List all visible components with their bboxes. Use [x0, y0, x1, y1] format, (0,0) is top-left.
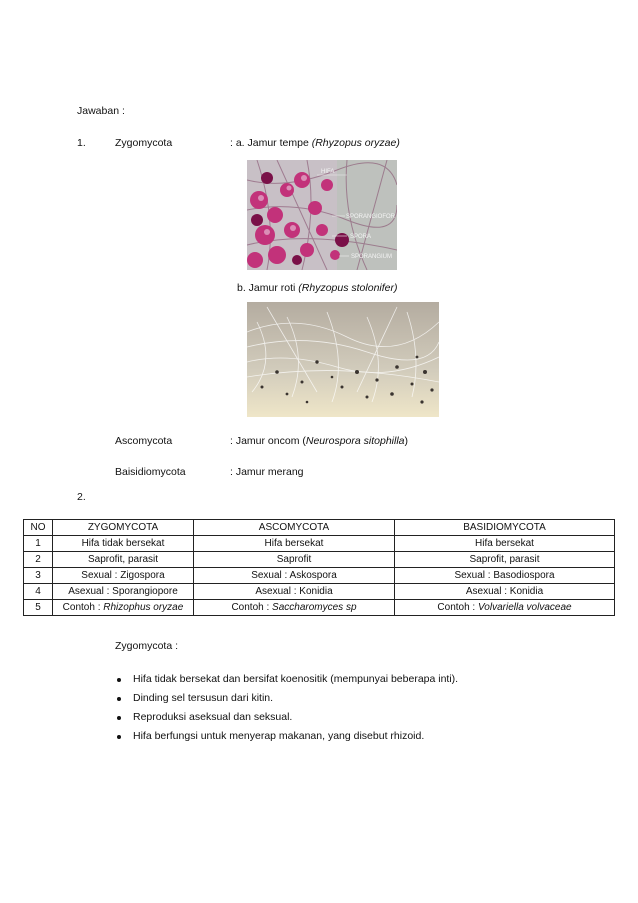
- table-row: [24, 552, 615, 568]
- ascomycota-suffix: ): [404, 435, 408, 447]
- label-hifa: HIFA: [321, 169, 335, 175]
- header-basidiomycota: BASIDIOMYCOTA: [395, 520, 615, 536]
- table-row: [24, 600, 615, 616]
- list-item: [115, 708, 458, 727]
- item1-number: 1.: [77, 137, 86, 149]
- cell-asco: [194, 600, 395, 616]
- header-ascomycota: ASCOMYCOTA: [194, 520, 395, 536]
- item1-b-prefix: b. Jamur roti: [237, 282, 296, 294]
- cell-basidio: Asexual : Konidia: [395, 584, 615, 600]
- summary-title: Zygomycota :: [115, 640, 179, 652]
- item2-number: 2.: [77, 491, 86, 503]
- jamur-roti-photo: [247, 302, 439, 417]
- ascomycota-name: Ascomycota: [115, 435, 173, 447]
- table-header-row: [24, 520, 615, 536]
- table-row: [24, 584, 615, 600]
- item1-name: Zygomycota: [115, 137, 173, 149]
- ascomycota-prefix: : Jamur oncom (: [230, 435, 306, 447]
- cell-no: 1: [24, 536, 53, 552]
- bullet-text: Dinding sel tersusun dari kitin.: [133, 692, 274, 704]
- cell-zygo: Hifa tidak bersekat: [53, 536, 194, 552]
- cell-no: 5: [24, 600, 53, 616]
- list-item: [115, 727, 458, 746]
- ascomycota-latin: Neurospora sitophilla: [305, 435, 405, 447]
- contoh-label: Contoh :: [231, 601, 273, 613]
- item1-a-latin: (Rhyzopus oryzae): [311, 137, 400, 149]
- bullet-text: Reproduksi aseksual dan seksual.: [133, 711, 293, 723]
- item1-b-latin: (Rhyzopus stolonifer): [298, 282, 398, 294]
- cell-basidio: Saprofit, parasit: [395, 552, 615, 568]
- bullet-text: Hifa berfungsi untuk menyerap makanan, yang disebut rhizoid.: [133, 730, 425, 742]
- cell-asco: Hifa bersekat: [194, 536, 395, 552]
- cell-no: 3: [24, 568, 53, 584]
- cell-zygo: Saprofit, parasit: [53, 552, 194, 568]
- item1-a-prefix: : a. Jamur tempe: [230, 137, 309, 149]
- cell-no: 4: [24, 584, 53, 600]
- answer-heading: Jawaban :: [77, 105, 125, 117]
- table-row: [24, 536, 615, 552]
- list-item: [115, 689, 458, 708]
- cell-basidio: Sexual : Basodiospora: [395, 568, 615, 584]
- cell-zygo: Sexual : Zigospora: [53, 568, 194, 584]
- header-no: NO: [24, 520, 53, 536]
- basidiomycota-name: Baisidiomycota: [115, 466, 186, 478]
- bullet-icon: [117, 735, 121, 739]
- cell-basidio: [395, 600, 615, 616]
- summary-list: [115, 670, 458, 746]
- cell-zygo: [53, 600, 194, 616]
- bullet-icon: [117, 716, 121, 720]
- cell-asco: Sexual : Askospora: [194, 568, 395, 584]
- cell-asco: Asexual : Konidia: [194, 584, 395, 600]
- cell-basidio: Hifa bersekat: [395, 536, 615, 552]
- label-sporangiofor: SPORANGIOFOR: [346, 214, 396, 220]
- contoh-label: Contoh :: [437, 601, 478, 613]
- label-sporangium: SPORANGIUM: [351, 254, 393, 260]
- bullet-text: Hifa tidak bersekat dan bersifat koenositik (mempunyai beberapa inti).: [133, 673, 459, 685]
- bullet-icon: [117, 697, 121, 701]
- basidiomycota-value: : Jamur merang: [230, 466, 304, 478]
- zygo-example: Rhizophus oryzae: [103, 601, 184, 613]
- list-item: [115, 670, 458, 689]
- ascomycota-line: [230, 435, 408, 447]
- label-spora: SPORA: [350, 234, 372, 240]
- header-zygomycota: ZYGOMYCOTA: [53, 520, 194, 536]
- cell-asco: Saprofit: [194, 552, 395, 568]
- cell-no: 2: [24, 552, 53, 568]
- asco-example: Saccharomyces sp: [272, 601, 357, 613]
- item1-b-line: [237, 282, 398, 294]
- comparison-table: [23, 519, 615, 616]
- contoh-label: Contoh :: [62, 601, 104, 613]
- item1-a-line: [230, 137, 400, 149]
- bullet-icon: [117, 678, 121, 682]
- jamur-tempe-micrograph: [247, 160, 397, 270]
- table-row: [24, 568, 615, 584]
- basidio-example: Volvariella volvaceae: [478, 601, 572, 613]
- cell-zygo: Asexual : Sporangiopore: [53, 584, 194, 600]
